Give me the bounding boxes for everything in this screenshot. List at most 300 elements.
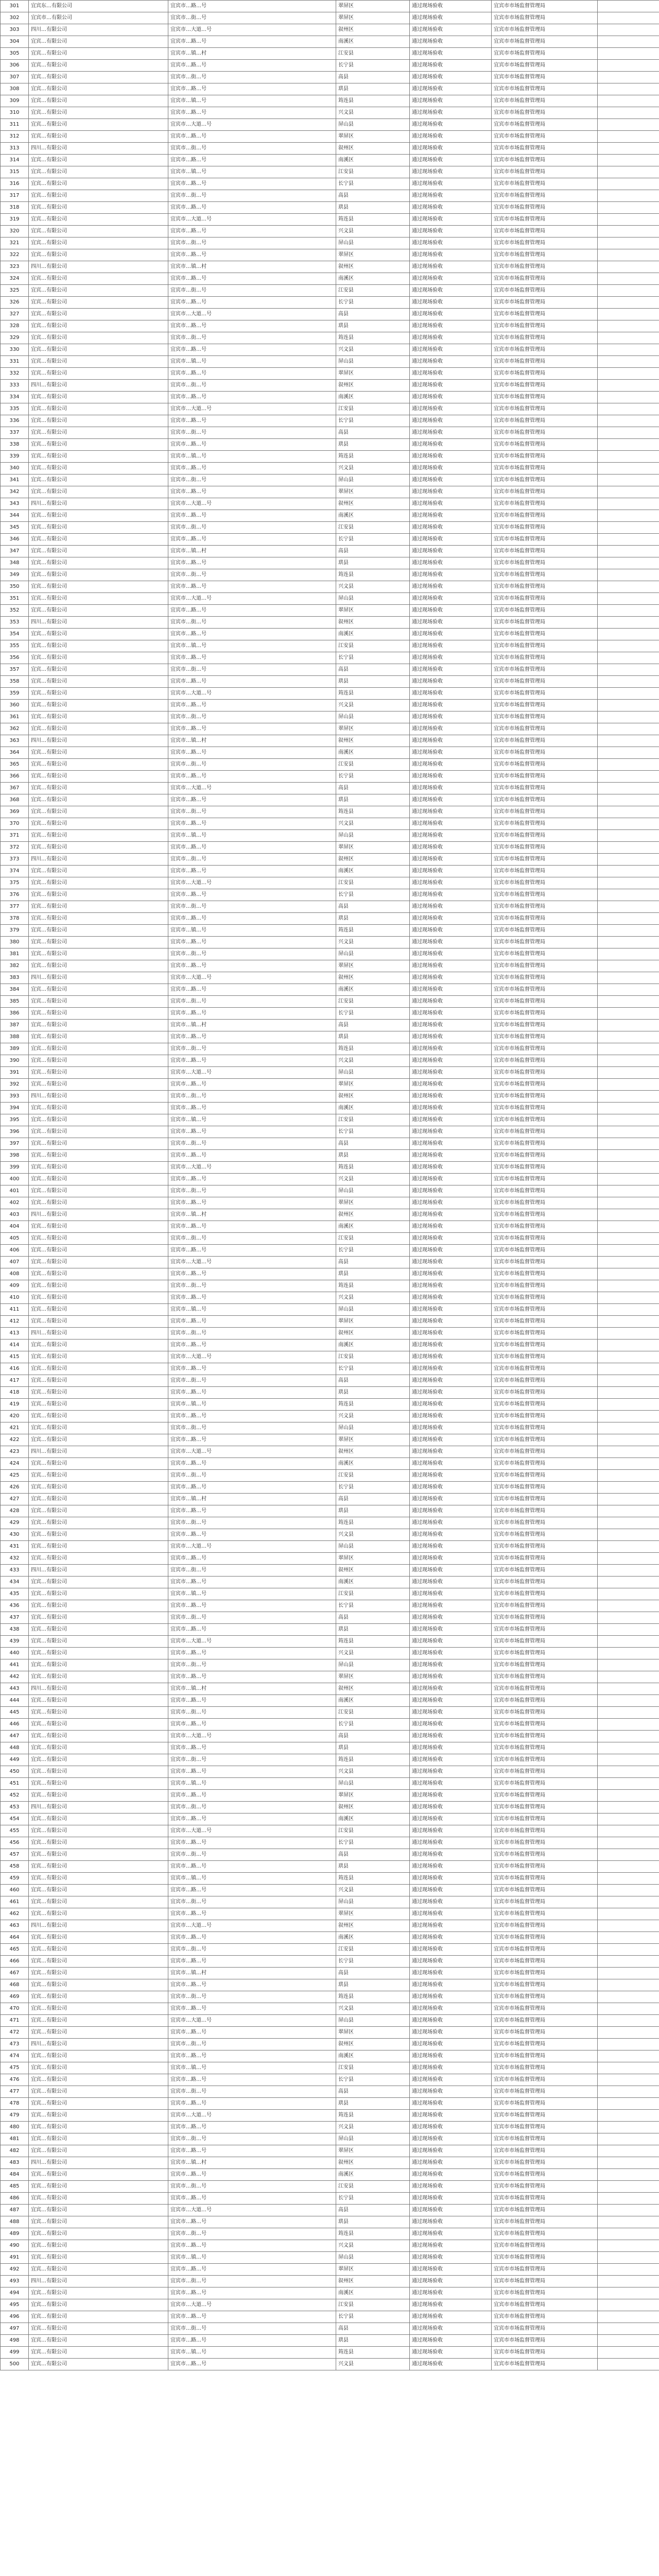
cell-status: 通过现场验收 <box>410 2264 492 2276</box>
cell-company-name: 宜宾…有限公司 <box>29 640 168 652</box>
table-row <box>1 617 659 629</box>
cell-address: 宜宾市…路…号 <box>168 1505 336 1517</box>
cell-address: 宜宾市…路…号 <box>168 889 336 901</box>
cell-address: 宜宾市…镇…村 <box>168 735 336 747</box>
cell-status: 通过现场验收 <box>410 1908 492 1920</box>
cell-address: 宜宾市…街…号 <box>168 1659 336 1671</box>
cell-remark <box>598 474 659 486</box>
cell-number: 463 <box>1 1920 29 1932</box>
cell-status: 通过现场验收 <box>410 1588 492 1600</box>
cell-district: 珙县 <box>336 913 410 925</box>
cell-remark <box>598 996 659 1008</box>
cell-status: 通过现场验收 <box>410 415 492 427</box>
cell-status: 通过现场验收 <box>410 1114 492 1126</box>
cell-department: 宜宾市市场监督管理局 <box>492 226 598 238</box>
cell-remark <box>598 866 659 877</box>
cell-district: 长宁县 <box>336 889 410 901</box>
cell-number: 355 <box>1 640 29 652</box>
cell-company-name: 宜宾…有限公司 <box>29 1588 168 1600</box>
cell-remark <box>598 24 659 36</box>
cell-district: 南溪区 <box>336 1814 410 1825</box>
cell-number: 370 <box>1 818 29 830</box>
table-row <box>1 1103 659 1114</box>
table-row <box>1 1671 659 1683</box>
cell-company-name: 宜宾…有限公司 <box>29 534 168 546</box>
table-row <box>1 1114 659 1126</box>
cell-company-name: 宜宾…有限公司 <box>29 1411 168 1422</box>
cell-status: 通过现场验收 <box>410 1103 492 1114</box>
cell-status: 通过现场验收 <box>410 226 492 238</box>
table-row <box>1 1979 659 1991</box>
cell-address: 宜宾市…路…号 <box>168 676 336 688</box>
cell-company-name: 宜宾…有限公司 <box>29 1245 168 1257</box>
cell-department: 宜宾市市场监督管理局 <box>492 451 598 463</box>
cell-company-name: 宜宾…有限公司 <box>29 676 168 688</box>
cell-address: 宜宾市…路…号 <box>168 1577 336 1588</box>
cell-address: 宜宾市…路…号 <box>168 60 336 72</box>
cell-district: 兴文县 <box>336 1529 410 1541</box>
cell-status: 通过现场验收 <box>410 380 492 392</box>
cell-remark <box>598 2039 659 2050</box>
cell-company-name: 宜宾…有限公司 <box>29 1233 168 1245</box>
table-row <box>1 1707 659 1719</box>
cell-status: 通过现场验收 <box>410 1979 492 1991</box>
cell-remark <box>598 190 659 202</box>
cell-department: 宜宾市市场监督管理局 <box>492 794 598 806</box>
cell-address: 宜宾市…路…号 <box>168 2287 336 2299</box>
table-row <box>1 1328 659 1340</box>
cell-department: 宜宾市市场监督管理局 <box>492 937 598 948</box>
cell-number: 418 <box>1 1387 29 1399</box>
cell-remark <box>598 1529 659 1541</box>
table-row <box>1 854 659 866</box>
cell-remark <box>598 60 659 72</box>
table-row <box>1 1399 659 1411</box>
cell-department: 宜宾市市场监督管理局 <box>492 1861 598 1873</box>
cell-status: 通过现场验收 <box>410 1150 492 1162</box>
cell-department: 宜宾市市场监督管理局 <box>492 2264 598 2276</box>
cell-address: 宜宾市…镇…号 <box>168 166 336 178</box>
cell-company-name: 宜宾…有限公司 <box>29 771 168 783</box>
cell-number: 313 <box>1 143 29 155</box>
cell-company-name: 宜宾…有限公司 <box>29 1126 168 1138</box>
cell-address: 宜宾市…路…号 <box>168 534 336 546</box>
cell-district: 屏山县 <box>336 1896 410 1908</box>
table-row <box>1 178 659 190</box>
table-row <box>1 1209 659 1221</box>
cell-address: 宜宾市…镇…村 <box>168 1494 336 1505</box>
cell-number: 474 <box>1 2050 29 2062</box>
cell-department: 宜宾市市场监督管理局 <box>492 1636 598 1648</box>
cell-company-name: 宜宾…有限公司 <box>29 569 168 581</box>
cell-status: 通过现场验收 <box>410 794 492 806</box>
table-row <box>1 1825 659 1837</box>
cell-company-name: 宜宾…有限公司 <box>29 1659 168 1671</box>
cell-company-name: 宜宾…有限公司 <box>29 1150 168 1162</box>
cell-district: 长宁县 <box>336 60 410 72</box>
cell-remark <box>598 1043 659 1055</box>
table-row <box>1 1849 659 1861</box>
cell-number: 350 <box>1 581 29 593</box>
cell-number: 340 <box>1 463 29 474</box>
cell-status: 通过现场验收 <box>410 1138 492 1150</box>
cell-address: 宜宾市…路…号 <box>168 297 336 309</box>
cell-company-name: 宜宾…有限公司 <box>29 1908 168 1920</box>
cell-remark <box>598 1 659 12</box>
table-row <box>1 2299 659 2311</box>
cell-number: 362 <box>1 723 29 735</box>
cell-number: 484 <box>1 2169 29 2181</box>
cell-remark <box>598 1079 659 1091</box>
cell-status: 通过现场验收 <box>410 2299 492 2311</box>
cell-district: 筠连县 <box>336 1754 410 1766</box>
table-row <box>1 1245 659 1257</box>
cell-status: 通过现场验收 <box>410 2003 492 2015</box>
cell-company-name: 宜宾…有限公司 <box>29 510 168 522</box>
table-row <box>1 676 659 688</box>
cell-district: 屏山县 <box>336 1659 410 1671</box>
cell-department: 宜宾市市场监督管理局 <box>492 1695 598 1707</box>
table-row <box>1 771 659 783</box>
cell-company-name: 四川…有限公司 <box>29 1446 168 1458</box>
cell-number: 498 <box>1 2335 29 2347</box>
cell-department: 宜宾市市场监督管理局 <box>492 629 598 640</box>
cell-status: 通过现场验收 <box>410 2323 492 2335</box>
cell-remark <box>598 759 659 771</box>
cell-number: 345 <box>1 522 29 534</box>
table-row <box>1 889 659 901</box>
cell-district: 珙县 <box>336 1150 410 1162</box>
cell-company-name: 宜宾…有限公司 <box>29 842 168 854</box>
cell-status: 通过现场验收 <box>410 1031 492 1043</box>
cell-remark <box>598 972 659 984</box>
cell-address: 宜宾市…大道…号 <box>168 2299 336 2311</box>
cell-company-name: 宜宾…有限公司 <box>29 937 168 948</box>
cell-remark <box>598 380 659 392</box>
cell-number: 482 <box>1 2145 29 2157</box>
cell-status: 通过现场验收 <box>410 2050 492 2062</box>
cell-number: 344 <box>1 510 29 522</box>
table-row <box>1 1292 659 1304</box>
cell-address: 宜宾市…镇…号 <box>168 95 336 107</box>
cell-number: 466 <box>1 1956 29 1968</box>
cell-number: 374 <box>1 866 29 877</box>
table-row <box>1 1446 659 1458</box>
table-row <box>1 60 659 72</box>
cell-department: 宜宾市市场监督管理局 <box>492 249 598 261</box>
table-row <box>1 711 659 723</box>
cell-address: 宜宾市…街…号 <box>168 380 336 392</box>
cell-company-name: 宜宾…有限公司 <box>29 1624 168 1636</box>
table-row <box>1 1719 659 1731</box>
cell-company-name: 宜宾…有限公司 <box>29 2287 168 2299</box>
cell-district: 珙县 <box>336 1387 410 1399</box>
cell-department: 宜宾市市场监督管理局 <box>492 1920 598 1932</box>
table-row <box>1 1648 659 1659</box>
cell-district: 屏山县 <box>336 830 410 842</box>
cell-status: 通过现场验收 <box>410 12 492 24</box>
cell-company-name: 宜宾…有限公司 <box>29 2228 168 2240</box>
cell-remark <box>598 1908 659 1920</box>
cell-address: 宜宾市…路…号 <box>168 913 336 925</box>
cell-company-name: 宜宾…有限公司 <box>29 238 168 249</box>
cell-department: 宜宾市市场监督管理局 <box>492 1778 598 1790</box>
cell-number: 319 <box>1 214 29 226</box>
cell-remark <box>598 1873 659 1885</box>
cell-company-name: 宜宾…有限公司 <box>29 1292 168 1304</box>
cell-remark <box>598 1304 659 1316</box>
cell-district: 翠屏区 <box>336 2145 410 2157</box>
cell-department: 宜宾市市场监督管理局 <box>492 2347 598 2359</box>
cell-address: 宜宾市…路…号 <box>168 652 336 664</box>
table-row <box>1 332 659 344</box>
cell-remark <box>598 806 659 818</box>
table-row <box>1 1422 659 1434</box>
cell-remark <box>598 1968 659 1979</box>
cell-number: 347 <box>1 546 29 557</box>
table-row <box>1 1600 659 1612</box>
cell-status: 通过现场验收 <box>410 617 492 629</box>
cell-number: 450 <box>1 1766 29 1778</box>
cell-company-name: 四川…有限公司 <box>29 143 168 155</box>
cell-company-name: 宜宾…有限公司 <box>29 1600 168 1612</box>
cell-district: 兴文县 <box>336 226 410 238</box>
cell-address: 宜宾市…镇…号 <box>168 830 336 842</box>
table-row <box>1 972 659 984</box>
cell-company-name: 宜宾…有限公司 <box>29 1612 168 1624</box>
cell-number: 359 <box>1 688 29 700</box>
cell-remark <box>598 2027 659 2039</box>
cell-company-name: 宜宾…有限公司 <box>29 901 168 913</box>
cell-remark <box>598 2299 659 2311</box>
cell-department: 宜宾市市场监督管理局 <box>492 901 598 913</box>
table-row <box>1 95 659 107</box>
cell-company-name: 宜宾…有限公司 <box>29 202 168 214</box>
table-row <box>1 783 659 794</box>
cell-remark <box>598 1150 659 1162</box>
cell-status: 通过现场验收 <box>410 842 492 854</box>
cell-company-name: 宜宾…有限公司 <box>29 960 168 972</box>
cell-status: 通过现场验收 <box>410 1944 492 1956</box>
cell-department: 宜宾市市场监督管理局 <box>492 2157 598 2169</box>
cell-company-name: 宜宾…有限公司 <box>29 1731 168 1742</box>
table-row <box>1 1944 659 1956</box>
table-row <box>1 226 659 238</box>
table-row <box>1 1695 659 1707</box>
cell-status: 通过现场验收 <box>410 392 492 403</box>
cell-company-name: 宜宾…有限公司 <box>29 2311 168 2323</box>
table-row <box>1 36 659 48</box>
cell-status: 通过现场验收 <box>410 285 492 297</box>
cell-address: 宜宾市…街…号 <box>168 1802 336 1814</box>
cell-number: 324 <box>1 273 29 285</box>
cell-address: 宜宾市…镇…号 <box>168 1873 336 1885</box>
cell-address: 宜宾市…街…号 <box>168 948 336 960</box>
cell-status: 通过现场验收 <box>410 996 492 1008</box>
cell-status: 通过现场验收 <box>410 1470 492 1482</box>
cell-address: 宜宾市…路…号 <box>168 771 336 783</box>
cell-remark <box>598 1695 659 1707</box>
cell-remark <box>598 664 659 676</box>
cell-number: 487 <box>1 2205 29 2216</box>
cell-address: 宜宾市…路…号 <box>168 1150 336 1162</box>
cell-status: 通过现场验收 <box>410 2193 492 2205</box>
cell-district: 筠连县 <box>336 806 410 818</box>
table-row <box>1 1174 659 1185</box>
table-row <box>1 996 659 1008</box>
cell-address: 宜宾市…路…号 <box>168 1363 336 1375</box>
cell-address: 宜宾市…街…号 <box>168 1707 336 1719</box>
cell-status: 通过现场验收 <box>410 1126 492 1138</box>
cell-company-name: 宜宾…有限公司 <box>29 1825 168 1837</box>
cell-department: 宜宾市市场监督管理局 <box>492 48 598 60</box>
cell-remark <box>598 1885 659 1896</box>
cell-department: 宜宾市市场监督管理局 <box>492 2205 598 2216</box>
cell-status: 通过现场验收 <box>410 2169 492 2181</box>
table-row <box>1 1008 659 1020</box>
table-row <box>1 1968 659 1979</box>
cell-company-name: 宜宾…有限公司 <box>29 1434 168 1446</box>
cell-number: 386 <box>1 1008 29 1020</box>
cell-status: 通过现场验收 <box>410 913 492 925</box>
cell-company-name: 宜宾…有限公司 <box>29 581 168 593</box>
table-row <box>1 1470 659 1482</box>
cell-remark <box>598 2181 659 2193</box>
cell-district: 长宁县 <box>336 1600 410 1612</box>
cell-address: 宜宾市…大道…号 <box>168 2205 336 2216</box>
cell-status: 通过现场验收 <box>410 1280 492 1292</box>
cell-district: 南溪区 <box>336 747 410 759</box>
cell-address: 宜宾市…街…号 <box>168 901 336 913</box>
cell-address: 宜宾市…路…号 <box>168 2216 336 2228</box>
cell-department: 宜宾市市场监督管理局 <box>492 842 598 854</box>
table-row <box>1 1754 659 1766</box>
cell-company-name: 四川…有限公司 <box>29 24 168 36</box>
cell-status: 通过现场验收 <box>410 1363 492 1375</box>
cell-address: 宜宾市…街…号 <box>168 2133 336 2145</box>
table-row <box>1 1896 659 1908</box>
cell-department: 宜宾市市场监督管理局 <box>492 1505 598 1517</box>
cell-district: 南溪区 <box>336 2287 410 2299</box>
cell-department: 宜宾市市场监督管理局 <box>492 984 598 996</box>
cell-remark <box>598 1517 659 1529</box>
cell-number: 462 <box>1 1908 29 1920</box>
cell-status: 通过现场验收 <box>410 972 492 984</box>
cell-company-name: 宜宾…有限公司 <box>29 2359 168 2370</box>
cell-address: 宜宾市…路…号 <box>168 842 336 854</box>
cell-status: 通过现场验收 <box>410 1695 492 1707</box>
cell-address: 宜宾市…大道…号 <box>168 1162 336 1174</box>
cell-status: 通过现场验收 <box>410 403 492 415</box>
cell-remark <box>598 2169 659 2181</box>
cell-remark <box>598 1031 659 1043</box>
cell-district: 南溪区 <box>336 1103 410 1114</box>
cell-number: 389 <box>1 1043 29 1055</box>
cell-number: 415 <box>1 1351 29 1363</box>
cell-district: 高县 <box>336 1849 410 1861</box>
cell-district: 叙州区 <box>336 2039 410 2050</box>
cell-company-name: 宜宾…有限公司 <box>29 36 168 48</box>
cell-district: 兴文县 <box>336 937 410 948</box>
cell-remark <box>598 2228 659 2240</box>
cell-address: 宜宾市…路…号 <box>168 1126 336 1138</box>
cell-address: 宜宾市…街…号 <box>168 569 336 581</box>
cell-department: 宜宾市市场监督管理局 <box>492 1031 598 1043</box>
cell-department: 宜宾市市场监督管理局 <box>492 818 598 830</box>
table-row <box>1 569 659 581</box>
cell-status: 通过现场验收 <box>410 1707 492 1719</box>
cell-department: 宜宾市市场监督管理局 <box>492 2240 598 2252</box>
cell-department: 宜宾市市场监督管理局 <box>492 1008 598 1020</box>
cell-remark <box>598 309 659 320</box>
cell-status: 通过现场验收 <box>410 202 492 214</box>
cell-address: 宜宾市…街…号 <box>168 806 336 818</box>
cell-number: 407 <box>1 1257 29 1268</box>
cell-status: 通过现场验收 <box>410 249 492 261</box>
cell-address: 宜宾市…街…号 <box>168 711 336 723</box>
cell-status: 通过现场验收 <box>410 759 492 771</box>
cell-district: 高县 <box>336 1494 410 1505</box>
cell-department: 宜宾市市场监督管理局 <box>492 2193 598 2205</box>
cell-department: 宜宾市市场监督管理局 <box>492 557 598 569</box>
cell-district: 兴文县 <box>336 1648 410 1659</box>
cell-number: 387 <box>1 1020 29 1031</box>
cell-department: 宜宾市市场监督管理局 <box>492 1956 598 1968</box>
table-row <box>1 403 659 415</box>
cell-remark <box>598 1766 659 1778</box>
cell-remark <box>598 818 659 830</box>
cell-district: 珙县 <box>336 1268 410 1280</box>
cell-number: 323 <box>1 261 29 273</box>
cell-company-name: 宜宾…有限公司 <box>29 2027 168 2039</box>
cell-address: 宜宾市…镇…村 <box>168 2157 336 2169</box>
cell-status: 通过现场验收 <box>410 1221 492 1233</box>
cell-department: 宜宾市市场监督管理局 <box>492 1221 598 1233</box>
cell-department: 宜宾市市场监督管理局 <box>492 1174 598 1185</box>
table-row <box>1 1043 659 1055</box>
cell-remark <box>598 1707 659 1719</box>
cell-department: 宜宾市市场监督管理局 <box>492 1316 598 1328</box>
cell-remark <box>598 889 659 901</box>
cell-address: 宜宾市…路…号 <box>168 1268 336 1280</box>
cell-number: 432 <box>1 1553 29 1565</box>
cell-number: 380 <box>1 937 29 948</box>
cell-department: 宜宾市市场监督管理局 <box>492 2216 598 2228</box>
cell-remark <box>598 2157 659 2169</box>
cell-number: 413 <box>1 1328 29 1340</box>
cell-district: 兴文县 <box>336 1174 410 1185</box>
table-row <box>1 1055 659 1067</box>
table-row <box>1 1659 659 1671</box>
cell-remark <box>598 1411 659 1422</box>
cell-remark <box>598 1434 659 1446</box>
cell-address: 宜宾市…大道…号 <box>168 1541 336 1553</box>
cell-status: 通过现场验收 <box>410 1268 492 1280</box>
cell-status: 通过现场验收 <box>410 24 492 36</box>
cell-status: 通过现场验收 <box>410 1920 492 1932</box>
table-row <box>1 1494 659 1505</box>
cell-company-name: 宜宾…有限公司 <box>29 463 168 474</box>
cell-department: 宜宾市市场监督管理局 <box>492 1719 598 1731</box>
cell-department: 宜宾市市场监督管理局 <box>492 1162 598 1174</box>
cell-district: 高县 <box>336 1968 410 1979</box>
cell-district: 屏山县 <box>336 1067 410 1079</box>
table-row <box>1 463 659 474</box>
table-row <box>1 2133 659 2145</box>
cell-number: 494 <box>1 2287 29 2299</box>
cell-number: 302 <box>1 12 29 24</box>
cell-address: 宜宾市…街…号 <box>168 143 336 155</box>
